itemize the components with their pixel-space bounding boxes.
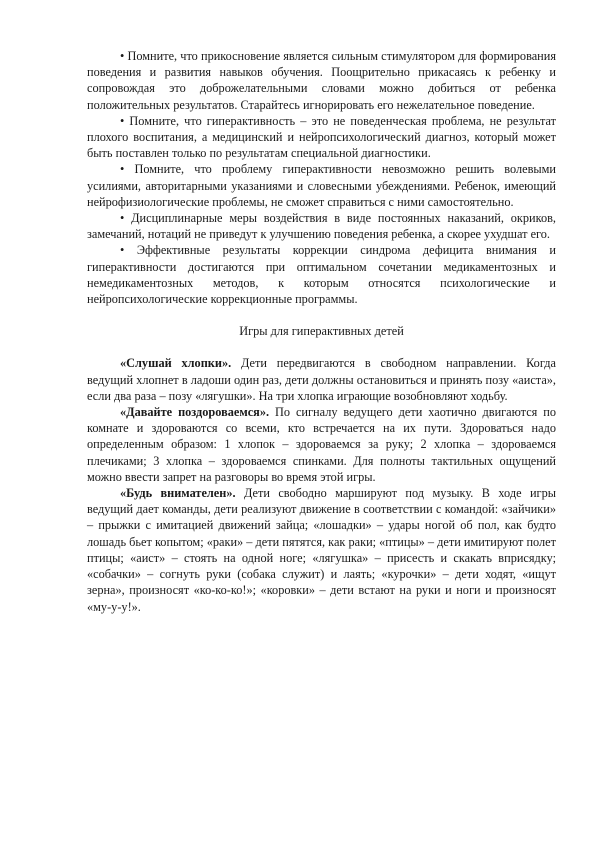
bullet-marker: • xyxy=(120,113,125,128)
bullet-text: Эффективные результаты коррекции синдрома дефицита внимания и гиперактивности достигаются при оптимальном сочетании медикаментозных и немедикаментозных методов, к которым относятся психологические и нейропсихологические коррекционные программы. xyxy=(87,243,556,307)
game-paragraph-3 xyxy=(87,485,556,615)
bullet-text: Помните, что прикосновение является сильным стимулятором для формирования поведения и развития навыков обучения. Поощрительно прикасаясь к ребенку и сопровождая это доброжелательными словами можно добиться от ребенка положительных результатов. Старайтесь игнорировать его нежелательное поведение. xyxy=(87,49,556,112)
document-page xyxy=(87,48,556,615)
bullet-paragraph-3 xyxy=(87,161,556,210)
bullet-marker: • xyxy=(120,211,125,226)
game-text: Дети свободно маршируют под музыку. В ходе игры ведущий дает команды, дети реализуют движение в соответствии с командой: «зайчики» – прыжки с имитацией движений зайца; «лошадки» – удары ногой об пол, как будто лошадь бьет копытом; «раки» – дети пятятся, как раки; «птицы» – дети имитируют полет птицы; «аист» – стоять на одной ноге; «лягушка» – присесть и скакать вприсядку; «собачки» – согнуть руки (собака служит) и лаять; «курочки» – дети ходят, «ищут зерна», произносят «ко-ко-ко!»; «коровки» – дети встают на руки и ноги и произносят «му-у-у!». xyxy=(87,486,556,614)
game-title: «Будь внимателен». xyxy=(120,486,236,501)
bullet-paragraph-1 xyxy=(87,48,556,113)
game-text: Дети передвигаются в свободном направлении. Когда ведущий хлопнет в ладоши один раз, дети должны остановиться и принять позу «аиста», если два раза – позу «лягушки». На три хлопка играющие возобновляют ходьбу. xyxy=(87,356,556,403)
bullet-text: Дисциплинарные меры воздействия в виде постоянных наказаний, окриков, замечаний, нотаций не приведут к улучшению поведения ребенка, а скорее ухудшат его. xyxy=(87,211,556,242)
game-title: «Давайте поздороваемся». xyxy=(120,405,270,420)
bullet-paragraph-2 xyxy=(87,113,556,162)
game-paragraph-2 xyxy=(87,404,556,485)
bullet-marker: • xyxy=(120,49,125,63)
game-paragraph-1 xyxy=(87,355,556,404)
bullet-paragraph-5 xyxy=(87,242,556,307)
game-title: «Слушай хлопки». xyxy=(120,356,232,371)
bullet-paragraph-4 xyxy=(87,210,556,242)
game-text: По сигналу ведущего дети хаотично двигаются по комнате и здороваются со всеми, кто встречается на их пути. Здороваться надо определенным образом: 1 хлопок – здороваемся за руку; 2 хлопка – здороваемся плечиками; 3 хлопка – здороваемся спинками. Для полноты тактильных ощущений можно ввести запрет на разговоры во время этой игры. xyxy=(87,405,556,484)
bullet-text: Помните, что гиперактивность – это не поведенческая проблема, не результат плохого воспитания, а медицинский и нейропсихологический диагноз, который может быть поставлен только по результатам специальной диагностики. xyxy=(87,113,556,161)
bullet-marker: • xyxy=(120,243,125,258)
bullet-marker: • xyxy=(120,162,125,177)
bullet-text: Помните, что проблему гиперактивности невозможно решить волевыми усилиями, авторитарными указаниями и словесными убеждениями. Ребенок, имеющий нейрофизиологические проблемы, не сможет справиться с ними самостоятельно. xyxy=(87,162,557,209)
section-heading: Игры для гиперактивных детей xyxy=(239,324,404,339)
